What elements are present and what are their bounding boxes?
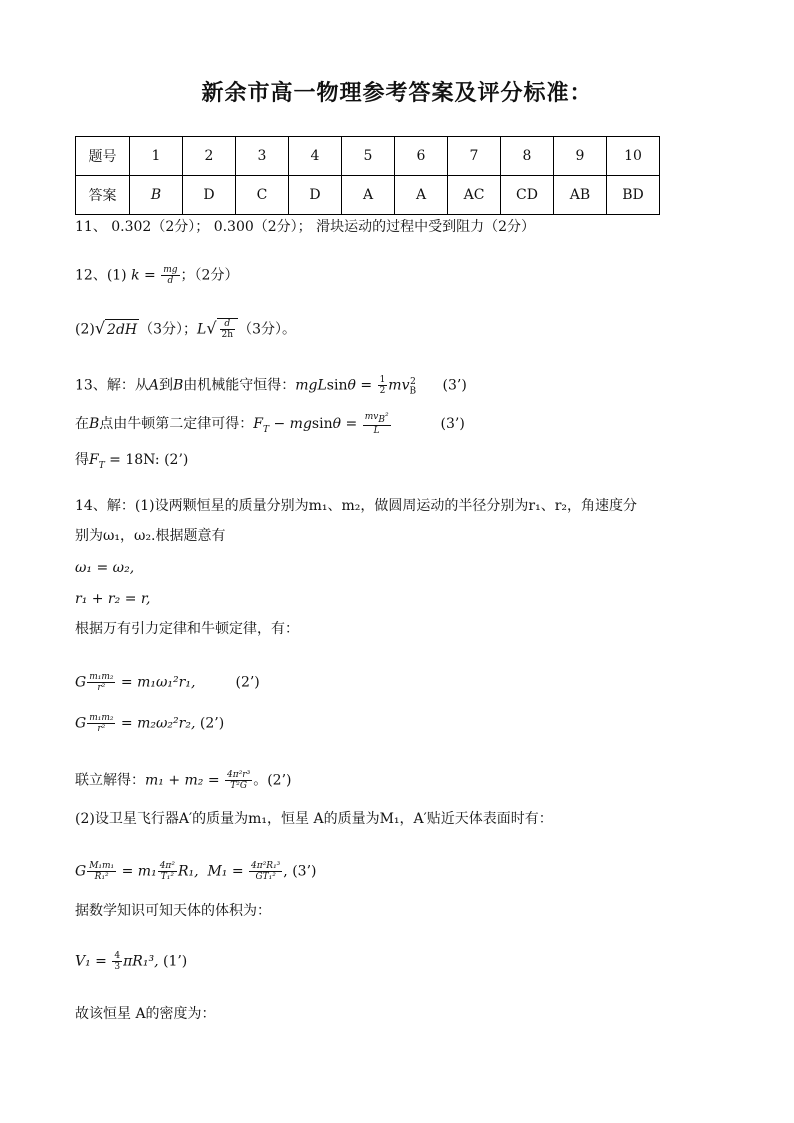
question-14-volume-intro: 据数学知识可知天体的体积为：	[75, 903, 271, 919]
q14-score: (2’)	[199, 715, 225, 732]
answer-cell: A	[395, 176, 448, 215]
q14-score: (3’)	[292, 863, 317, 880]
row-label-answer: 答案	[76, 176, 130, 215]
formula-k: k	[131, 267, 140, 284]
table-row-numbers	[76, 137, 660, 176]
question-13-line2: 在B点由牛顿第二定律可得：$F_T - mgsin\theta$ = $mv_B^2$ L (3’)	[75, 412, 465, 436]
answer-cell: B	[130, 176, 183, 215]
formula-sqrt-2dH: 2dH	[105, 319, 139, 340]
question-14-line1: 14、解：(1)设两颗恒星的质量分别为m₁、m₂，做圆周运动的半径分别为r₁、r₂，角速度分	[75, 498, 638, 514]
question-14-combine: 联立解得：m₁ + m₂ = $\frac{\text{4π²r³}}{\text{T²G}}$ 。(2’)	[75, 770, 292, 791]
question-number: 5	[342, 137, 395, 176]
question-11-answer: 11、 0.302（2分）； 0.300（2分）； 滑块运动的过程中受到阻力（2分）	[75, 219, 536, 235]
q13-text: 到	[158, 377, 173, 394]
question-14-volume: V₁ = $\frac{4}{3}$ πR₁³, (1’)	[75, 951, 188, 972]
q13-text: 在	[75, 415, 89, 432]
question-number: 9	[554, 137, 607, 176]
question-14-eq2: r₁ + r₂ = r,	[75, 591, 151, 607]
answer-cell: BD	[607, 176, 660, 215]
question-14-eq1: ω₁ = ω₂,	[75, 560, 135, 576]
q12b-score1: （3分）；	[139, 321, 198, 338]
q13-result: = 18N: (2’)	[104, 452, 189, 468]
question-number: 10	[607, 137, 660, 176]
q13-text: 13、解：从	[75, 377, 149, 394]
q13-text: 得	[75, 452, 89, 468]
question-12-part1: 12、(1) k = $\frac{mg}{d}$ ；（2分）	[75, 265, 239, 286]
q12-score: ；（2分）	[180, 267, 239, 284]
question-13-line1: 13、解：从A到B由机械能守恒得：mgLsinθ = $\frac{1}{2}$ $mv_B^2$ (3’)	[75, 375, 467, 397]
q14-score: (1’)	[162, 953, 188, 970]
answer-cell: D	[289, 176, 342, 215]
question-14-line5: 根据万有引力定律和牛顿定律，有：	[75, 621, 299, 637]
formula-sqrt-d-over-2h: $\frac{d}{2h}$	[217, 318, 239, 340]
question-number: 7	[448, 137, 501, 176]
question-14-eq5: G $\frac{\text{M₁m₁}}{\text{R₁²}}$ = m₁ $\frac{\text{4π²}}{\text{T₁²}}$ R₁, M₁ = $\frac{\text{4π²R₁³}}{\text{GT₁²}}$ , (3’)	[75, 861, 317, 882]
question-12-part2: (2)√ 2dH （3分）；L√ $\frac{d}{2h}$ （3分）。	[75, 318, 296, 340]
answer-cell: C	[236, 176, 289, 215]
question-14-part2: (2)设卫星飞行器A′的质量为m₁，恒星 A的质量为M₁，A′贴近天体表面时有：	[75, 811, 553, 827]
table-row-answers	[76, 176, 660, 215]
q14-text: 联立解得：	[75, 772, 145, 789]
question-14-density-intro: 故该恒星 A的密度为：	[75, 1006, 216, 1022]
q12-prefix: 12、(1)	[75, 267, 127, 284]
question-number: 8	[501, 137, 554, 176]
q13-text: 由机械能守恒得：	[183, 377, 296, 394]
q13-text: 点由牛顿第二定律可得：	[99, 415, 254, 432]
q13-score: (3’)	[442, 377, 467, 394]
answer-cell: CD	[501, 176, 554, 215]
question-number: 4	[289, 137, 342, 176]
question-14-line2: 别为ω₁，ω₂.根据题意有	[75, 528, 226, 544]
q13-score: (3’)	[440, 415, 465, 432]
formula-newton: $F_T$	[253, 415, 270, 435]
fraction-mg-over-d: $\frac{mg}{d}$	[163, 265, 178, 286]
answer-cell: A	[342, 176, 395, 215]
question-number: 3	[236, 137, 289, 176]
question-13-line3: 得$F_T = 18N$: (2’)	[75, 452, 189, 471]
q14-score: 。(2’)	[253, 772, 292, 789]
formula-energy: mgL	[295, 377, 327, 394]
question-number: 2	[183, 137, 236, 176]
question-number: 1	[130, 137, 183, 176]
q12b-score2: （3分）。	[238, 321, 296, 338]
answer-cell: AB	[554, 176, 607, 215]
row-label-number: 题号	[76, 137, 130, 176]
page-title: 新余市高一物理参考答案及评分标准：	[201, 80, 593, 106]
question-14-eq3: G $\frac{\text{m₁m₂}}{\text{r²}}$ = m₁ω₁²r₁, (2’)	[75, 672, 260, 693]
q14-score: (2’)	[235, 674, 260, 691]
question-number: 6	[395, 137, 448, 176]
question-14-eq4: G $\frac{\text{m₁m₂}}{\text{r²}}$ = m₂ω₂²r₂, (2’)	[75, 713, 225, 734]
answer-cell: AC	[448, 176, 501, 215]
q12b-prefix: (2)	[75, 321, 95, 338]
answer-table	[75, 136, 660, 215]
answer-cell: D	[183, 176, 236, 215]
